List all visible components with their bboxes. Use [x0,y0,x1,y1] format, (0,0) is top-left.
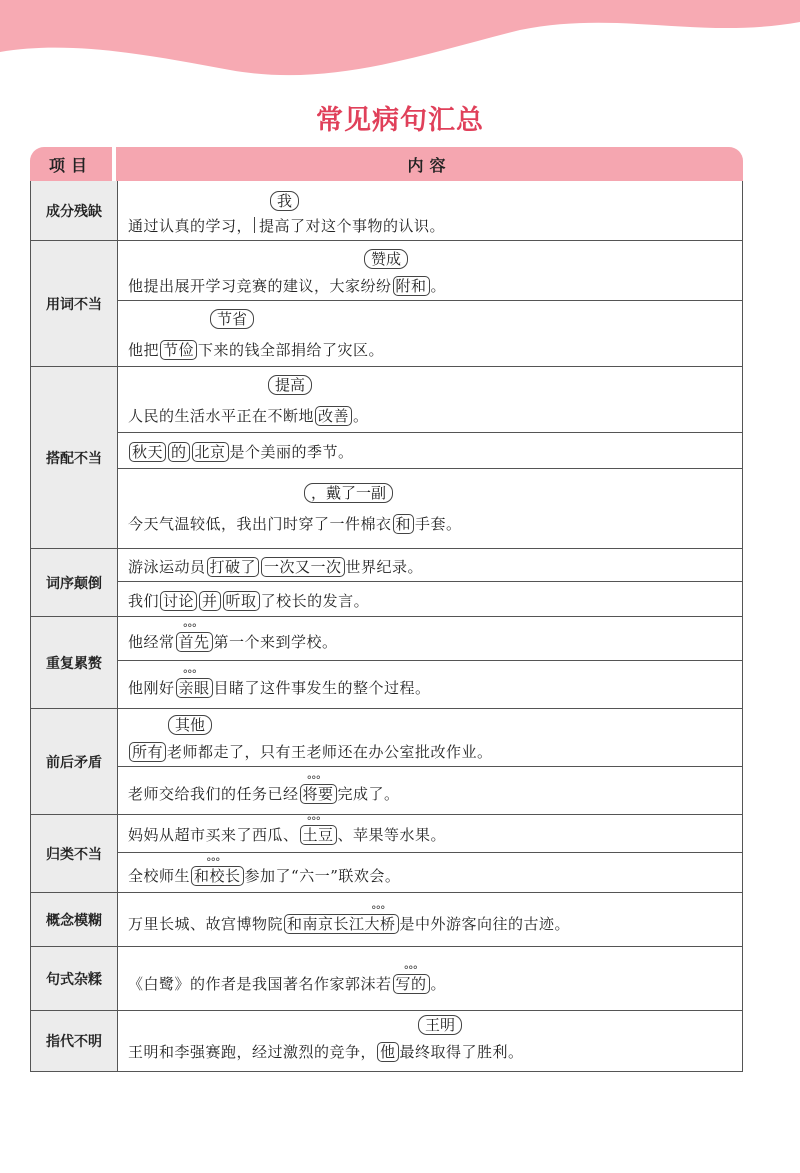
sentence-row [118,241,742,301]
marked-word: 一次又一次 [261,557,345,577]
table-body [30,181,743,1072]
category-cell: 句式杂糅 [31,947,118,1011]
marked-word: 讨论 [160,591,197,611]
category-cell: 概念模糊 [31,893,118,947]
marked-word: °°° 土豆 [300,825,337,845]
sentence: 万里长城、故宫博物院 °°° 和南京长江大桥 是中外游客向往的古迹。 [128,904,571,933]
sentence: 他经常 °°° 首先 第一个来到学校。 [128,622,338,651]
category-cell: 用词不当 [31,241,118,367]
marked-word: 所有 [129,742,166,762]
category-cell: 词序颠倒 [31,549,118,617]
marked-word: °°° 首先 [176,632,213,652]
marked-word: 北京 [192,442,229,462]
marked-word: 节俭 [160,340,197,360]
header-item: 项目 [30,147,112,181]
marked-word: 改善 [315,406,352,426]
sentence: 老师交给我们的任务已经 °°° 将要 完成了。 [128,774,400,803]
sentence: 《白鹭》的作者是我国著名作家郭沫若 °°° 写的 。 [128,964,447,993]
sentence-row [118,1011,742,1071]
sentence-row [118,433,742,469]
category-cell: 前后矛盾 [31,709,118,815]
emphasis-dots: °°° [206,856,220,869]
marked-word: °°° 将要 [300,784,337,804]
marked-word: °°° 亲眼 [176,678,213,698]
sentence: 游泳运动员 打破了 一次又一次 世界纪录。 [128,558,424,576]
sentence: 他提出展开学习竞赛的建议，大家纷纷 附和 。 [128,277,447,295]
emphasis-dots: °°° [371,904,385,917]
header-content: 内容 [116,147,743,181]
marked-word: 附和 [393,276,430,296]
marked-word: 并 [199,591,221,611]
category-cell: 成分残缺 [31,181,118,241]
emphasis-dots: °°° [182,622,197,635]
marked-word: °°° 写的 [393,974,430,994]
emphasis-dots: °°° [306,815,321,828]
sentence-row [118,853,742,893]
sentence-row [118,893,742,947]
marked-word: 听取 [223,591,260,611]
correction-label: 赞成 [364,249,408,269]
category-cell: 归类不当 [31,815,118,893]
marked-word: °°° 和校长 [191,866,244,886]
sentence: 全校师生 °°° 和校长 参加了“六一”联欢会。 [128,856,401,885]
sentence: 他刚好 °°° 亲眼 目睹了这件事发生的整个过程。 [128,668,431,697]
sentence: 我们 讨论 并 听取 了校长的发言。 [128,592,370,610]
marked-word: 的 [168,442,190,462]
sentence-table [30,147,743,1073]
category-cell: 搭配不当 [31,367,118,549]
emphasis-dots: °°° [403,964,418,977]
header-wave-decoration [0,0,800,95]
correction-label: 其他 [168,715,212,735]
correction-label: 节省 [210,309,254,329]
page-title: 常见病句汇总 [316,105,484,136]
sentence: 秋天 的 北京 是个美丽的季节。 [128,441,354,462]
sentence: 通过认真的学习， 提高了对这个事物的认识。 [128,217,446,235]
sentence-row [118,661,742,709]
sentence-row [118,815,742,853]
marked-word: 秋天 [129,442,166,462]
correction-label: 提高 [268,375,312,395]
marked-word: °°° 和南京长江大桥 [284,914,399,934]
marked-word: 打破了 [207,557,260,577]
sentence-row [118,181,742,241]
marked-word: 和 [393,514,415,534]
sentence-row [118,367,742,433]
emphasis-dots: °°° [306,774,321,787]
sentence-row [118,549,742,582]
category-cell: 指代不明 [31,1011,118,1071]
sentence: 人民的生活水平正在不断地 改善 。 [128,407,369,425]
sentence: 今天气温较低，我出门时穿了一件棉衣 和 手套。 [128,515,462,533]
sentence-row [118,582,742,617]
sentence-row [118,709,742,767]
sentence-row [118,767,742,815]
sentence: 所有 老师都走了，只有王老师还在办公室批改作业。 [128,741,493,762]
sentence-row [118,947,742,1011]
correction-label: 我 [270,191,299,211]
insert-mark [254,217,257,233]
emphasis-dots: °°° [182,668,197,681]
category-cell: 重复累赘 [31,617,118,709]
correction-label: ，戴了一副 [304,483,393,503]
sentence: 妈妈从超市买来了西瓜、 °°° 土豆 、苹果等水果。 [128,815,447,844]
marked-word: 他 [377,1042,399,1062]
sentence-row [118,469,742,549]
sentence-row [118,617,742,661]
sentence: 王明和李强赛跑，经过激烈的竞争， 他 最终取得了胜利。 [128,1043,524,1061]
sentence-row [118,301,742,367]
sentence: 他把 节俭 下来的钱全部捐给了灾区。 [128,341,385,359]
correction-label: 王明 [418,1015,462,1035]
